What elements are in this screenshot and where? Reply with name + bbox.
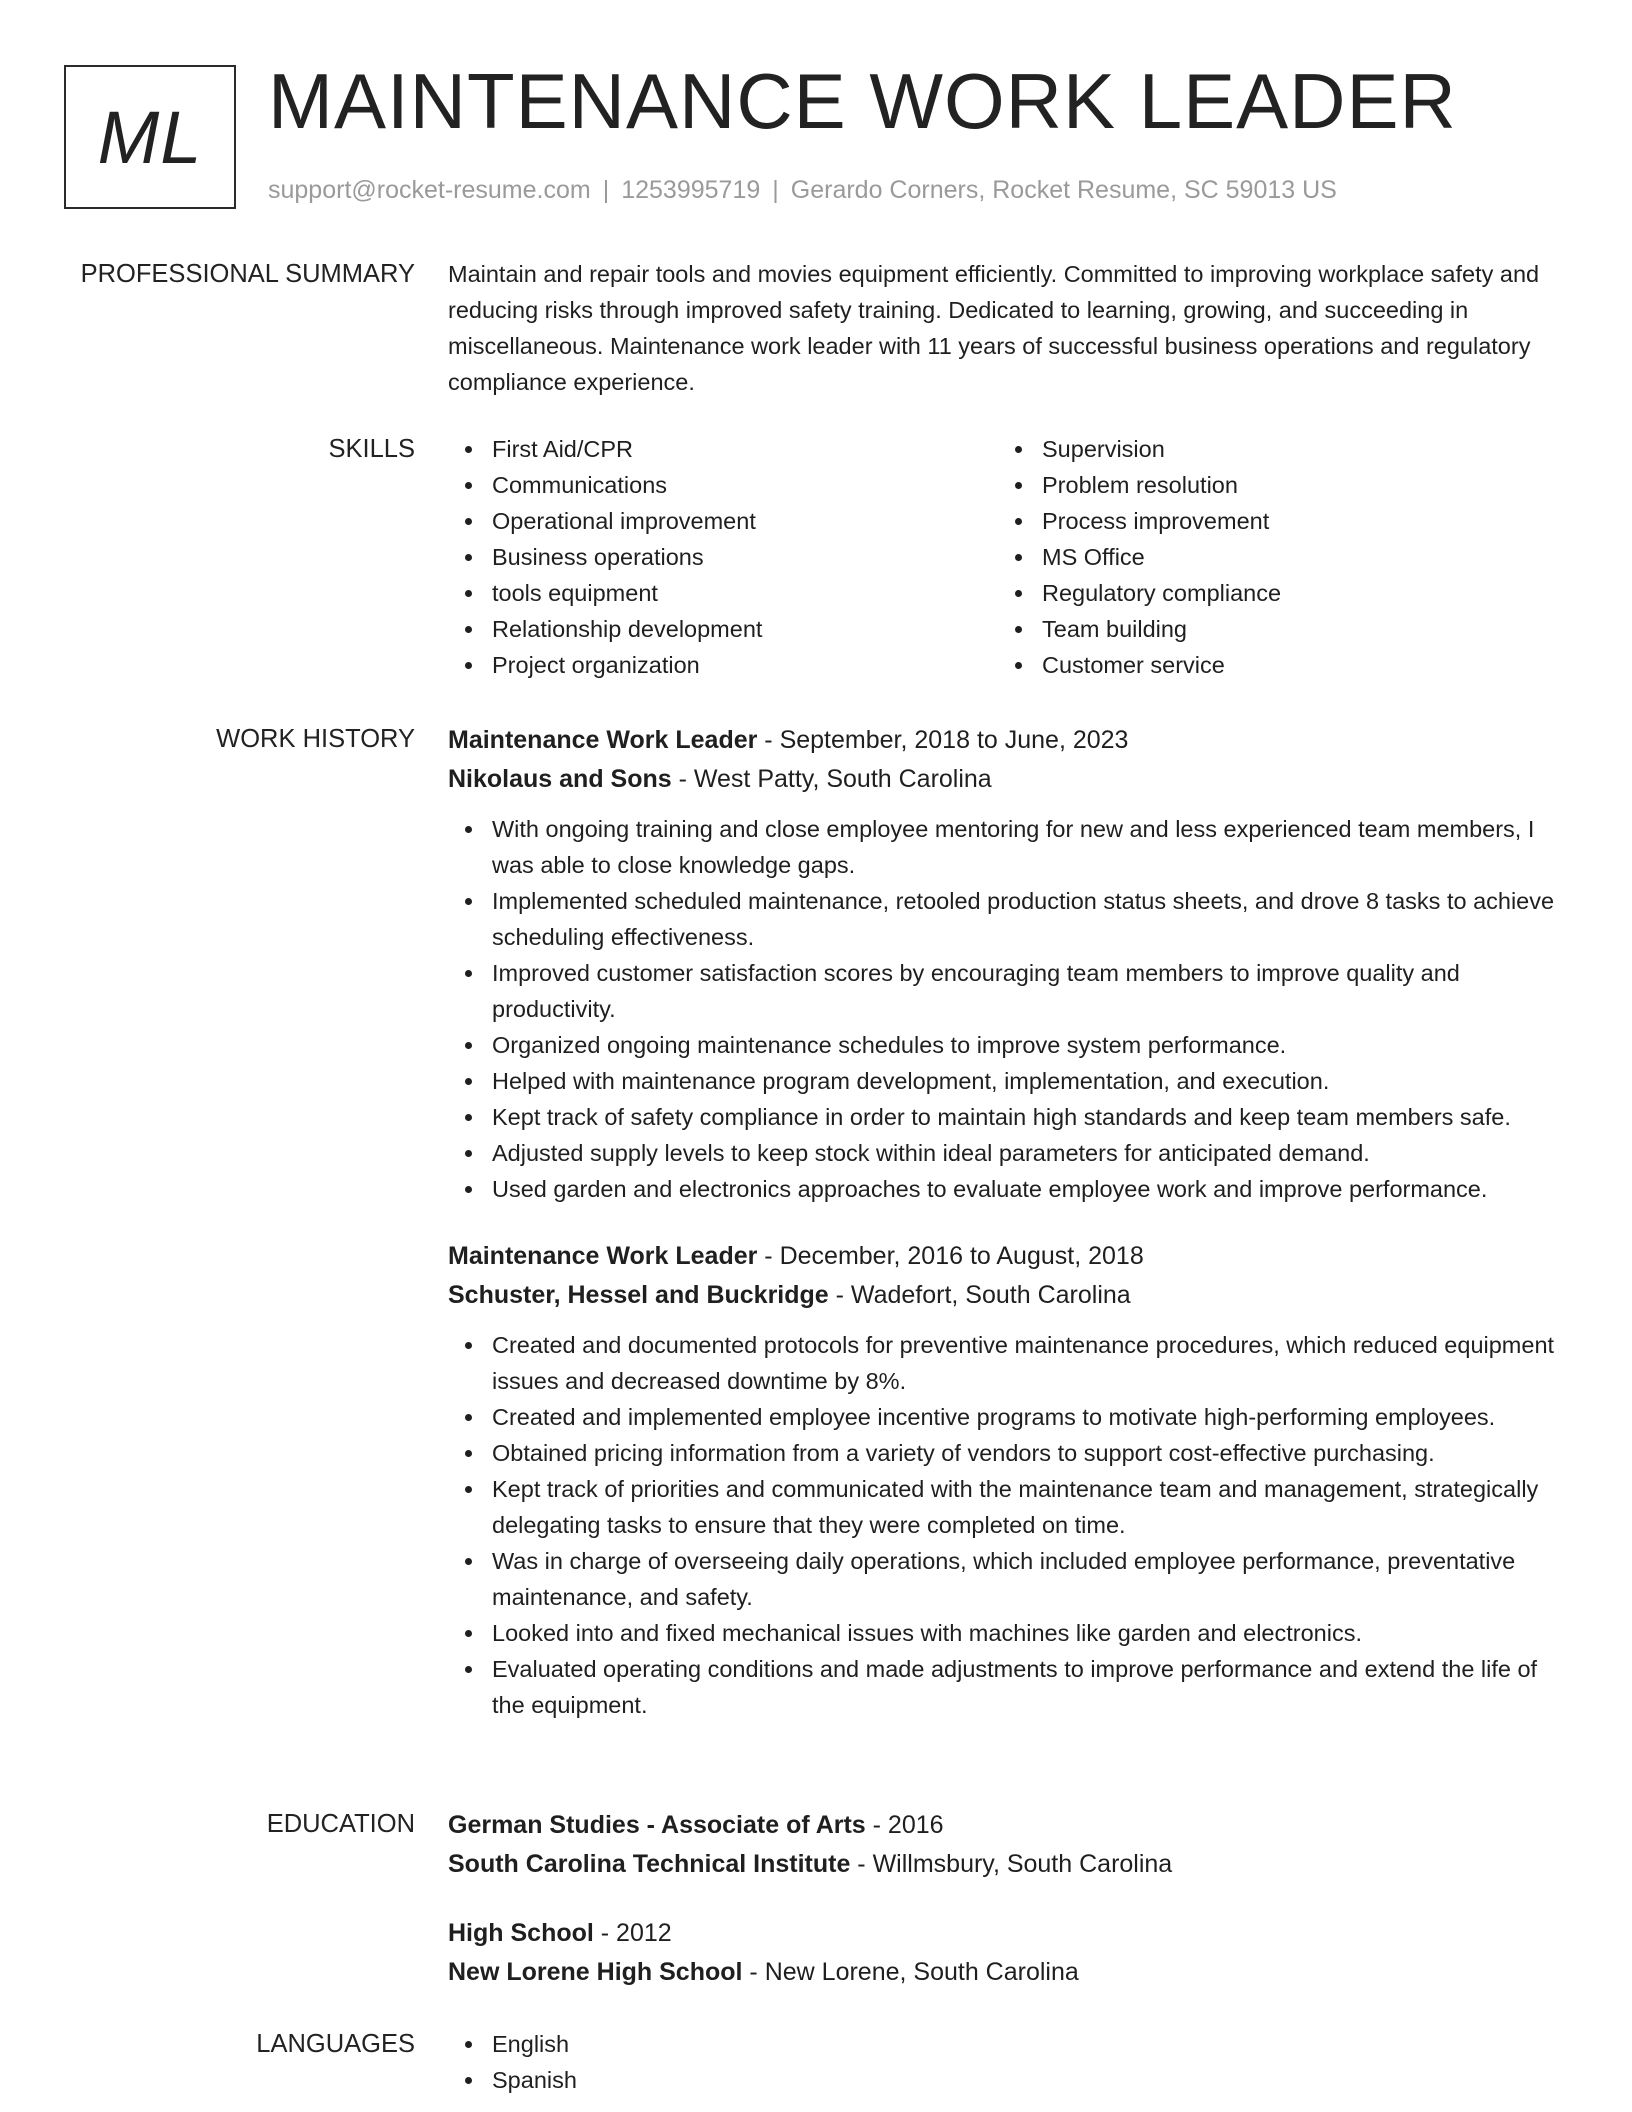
skill-item: Team building — [998, 611, 1548, 647]
skill-item: Business operations — [448, 539, 998, 575]
job-bullet: Implemented scheduled maintenance, retooled production status sheets, and drove 8 tasks to achieve scheduling effectiveness. — [448, 883, 1563, 955]
job-bullets — [448, 811, 1563, 1207]
job-company-line — [448, 760, 1563, 799]
summary-text: Maintain and repair tools and movies equipment efficiently. Committed to improving workplace safety and reducing risks through improved safety training. Dedicated to learning, growing, and succeeding in miscellaneous. Maintenance work leader with 11 years of successful business operations and regulatory compliance experience. — [448, 261, 1540, 395]
job-bullet: Evaluated operating conditions and made adjustments to improve performance and extend the life of the equipment. — [448, 1651, 1563, 1723]
section-title-work-history: WORK HISTORY — [216, 725, 415, 753]
job-company: Nikolaus and Sons — [448, 765, 672, 793]
skills-body — [448, 431, 1563, 683]
skill-item: MS Office — [998, 539, 1548, 575]
job-location: - West Patty, South Carolina — [671, 765, 992, 793]
skill-item: First Aid/CPR — [448, 431, 998, 467]
contact-address: Gerardo Corners, Rocket Resume, SC 59013 US — [790, 176, 1337, 204]
education-entry — [448, 1914, 1563, 1992]
job-bullet: Obtained pricing information from a variety of vendors to support cost-effective purchasing. — [448, 1435, 1563, 1471]
job-dates: - December, 2016 to August, 2018 — [757, 1242, 1144, 1270]
education-year: - 2012 — [593, 1919, 672, 1947]
job-bullet: Used garden and electronics approaches to evaluate employee work and improve performance. — [448, 1171, 1563, 1207]
job-bullet: Helped with maintenance program development, implementation, and execution. — [448, 1063, 1563, 1099]
languages-list — [448, 2026, 1563, 2098]
language-item: Spanish — [448, 2062, 1563, 2098]
skill-item: Customer service — [998, 647, 1548, 683]
job-location: - Wadefort, South Carolina — [828, 1281, 1131, 1309]
job-role: Maintenance Work Leader — [448, 1242, 758, 1270]
education-school-line — [448, 1845, 1563, 1884]
initials-text: ML — [97, 95, 203, 179]
languages-body — [448, 2026, 1563, 2098]
job-bullet: Improved customer satisfaction scores by encouraging team members to improve quality and productivity. — [448, 955, 1563, 1027]
skills-list-left — [448, 431, 998, 683]
education-degree: German Studies - Associate of Arts — [448, 1811, 866, 1839]
job-bullet: Kept track of priorities and communicated with the maintenance team and management, strategically delegating tasks to ensure that they were completed on time. — [448, 1471, 1563, 1543]
skill-item: Supervision — [998, 431, 1548, 467]
initials-monogram — [64, 65, 236, 209]
skills-grid — [448, 431, 1563, 683]
contact-line — [268, 174, 1337, 206]
job-company: Schuster, Hessel and Buckridge — [448, 1281, 829, 1309]
job-bullets — [448, 1327, 1563, 1723]
education-degree: High School — [448, 1919, 594, 1947]
job-bullet: Created and implemented employee incentive programs to motivate high-performing employees. — [448, 1399, 1563, 1435]
job-bullet: Created and documented protocols for preventive maintenance procedures, which reduced equipment issues and decreased downtime by 8%. — [448, 1327, 1563, 1399]
education-degree-line — [448, 1914, 1563, 1953]
education-school: New Lorene High School — [448, 1958, 743, 1986]
skill-item: Project organization — [448, 647, 998, 683]
language-item: English — [448, 2026, 1563, 2062]
job-bullet: With ongoing training and close employee mentoring for new and less experienced team members, I was able to close knowledge gaps. — [448, 811, 1563, 883]
skill-item: Process improvement — [998, 503, 1548, 539]
contact-separator: | — [602, 176, 610, 204]
skill-item: Operational improvement — [448, 503, 998, 539]
section-title-education: EDUCATION — [266, 1810, 415, 1838]
section-title-summary: PROFESSIONAL SUMMARY — [80, 260, 415, 288]
job-company-line — [448, 1276, 1563, 1315]
job-bullet: Adjusted supply levels to keep stock within ideal parameters for anticipated demand. — [448, 1135, 1563, 1171]
job-bullet: Was in charge of overseeing daily operations, which included employee performance, preventative maintenance, and safety. — [448, 1543, 1563, 1615]
contact-separator: | — [772, 176, 779, 204]
education-entry — [448, 1806, 1563, 1884]
job-bullet: Kept track of safety compliance in order to maintain high standards and keep team members safe. — [448, 1099, 1563, 1135]
skills-list-right — [998, 431, 1548, 683]
skill-item: tools equipment — [448, 575, 998, 611]
work-history-body — [448, 721, 1563, 1753]
skill-item: Problem resolution — [998, 467, 1548, 503]
job-entry — [448, 1237, 1563, 1723]
resume-title: MAINTENANCE WORK LEADER — [268, 57, 1457, 145]
contact-phone: 1253995719 — [621, 176, 761, 204]
education-year: - 2016 — [865, 1811, 944, 1839]
skill-item: Relationship development — [448, 611, 998, 647]
education-location: - Willmsbury, South Carolina — [850, 1850, 1173, 1878]
section-title-languages: LANGUAGES — [256, 2030, 415, 2058]
skill-item: Communications — [448, 467, 998, 503]
contact-email: support@rocket-resume.com — [268, 176, 591, 204]
education-body — [448, 1806, 1563, 2022]
job-dates: - September, 2018 to June, 2023 — [757, 726, 1129, 754]
job-bullet: Looked into and fixed mechanical issues with machines like garden and electronics. — [448, 1615, 1563, 1651]
education-degree-line — [448, 1806, 1563, 1845]
job-role: Maintenance Work Leader — [448, 726, 758, 754]
job-role-line — [448, 721, 1563, 760]
education-school-line — [448, 1953, 1563, 1992]
job-entry — [448, 721, 1563, 1207]
skill-item: Regulatory compliance — [998, 575, 1548, 611]
education-school: South Carolina Technical Institute — [448, 1850, 851, 1878]
education-location: - New Lorene, South Carolina — [742, 1958, 1079, 1986]
job-role-line — [448, 1237, 1563, 1276]
job-bullet: Organized ongoing maintenance schedules to improve system performance. — [448, 1027, 1563, 1063]
section-title-skills: SKILLS — [328, 435, 415, 463]
